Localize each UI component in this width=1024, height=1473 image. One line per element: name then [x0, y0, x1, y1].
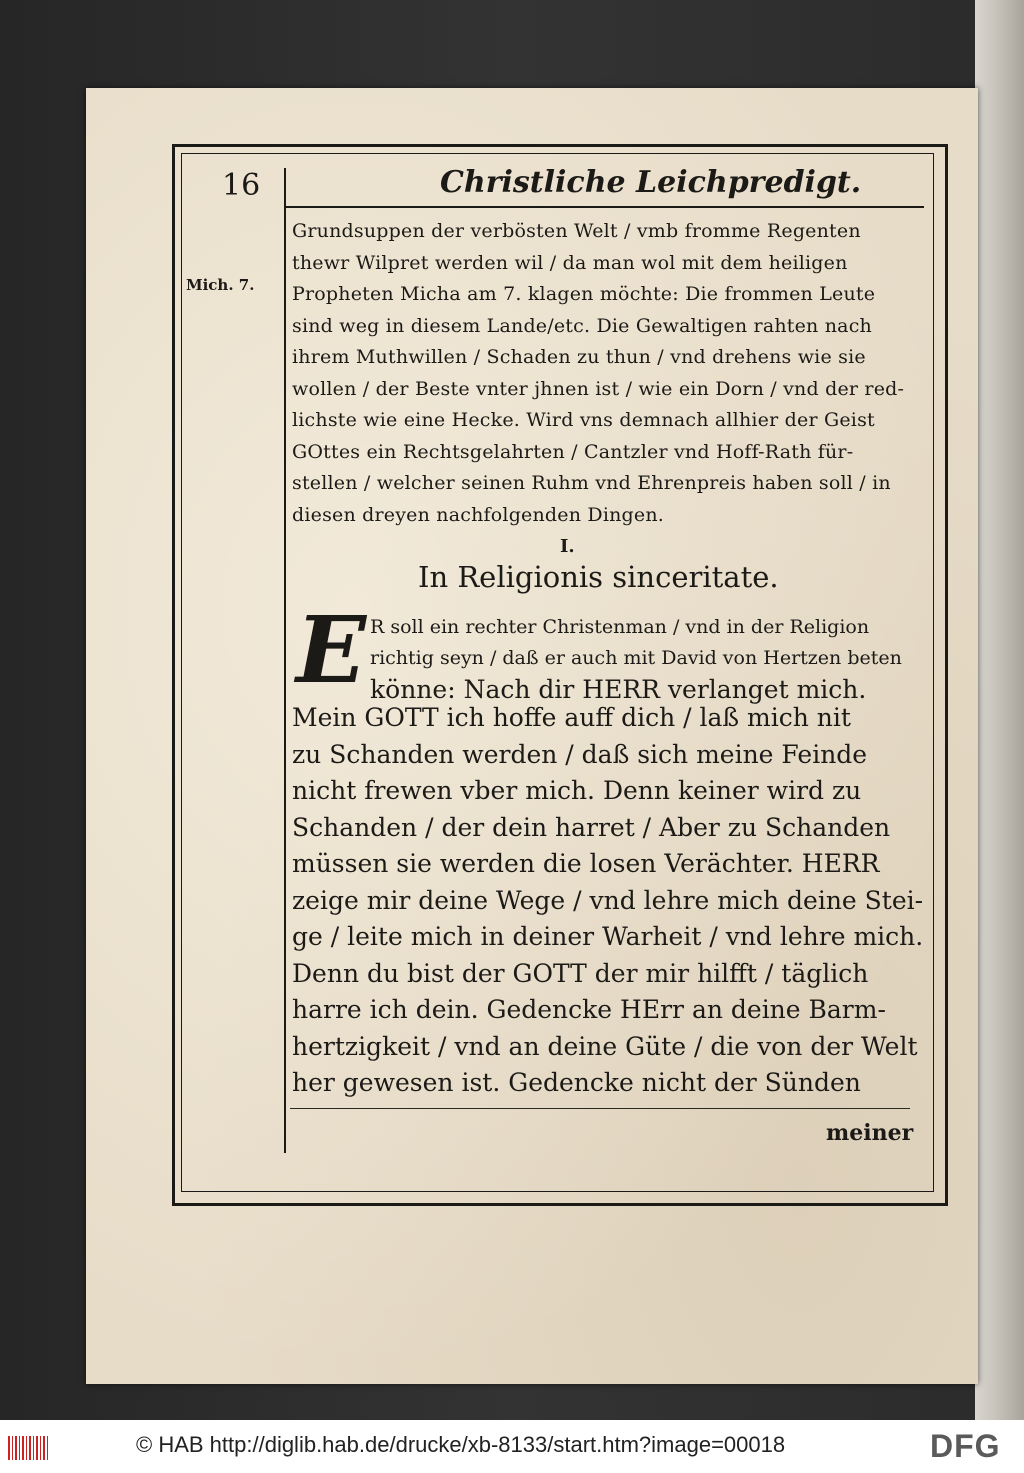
text-line: könne: Nach dir HERR verlanget mich. [370, 675, 867, 704]
text-line: GOttes ein Rechtsgelahrten / Cantzler vnd Hoff-Rath für- [292, 440, 854, 463]
footer-credit: © HAB http://diglib.hab.de/drucke/xb-8133/start.htm?image=00018 [136, 1432, 786, 1457]
footer-rule [290, 1108, 910, 1109]
text-line: sind weg in diesem Lande/etc. Die Gewaltigen rahten nach [292, 314, 872, 337]
running-head: Christliche Leichpredigt. [440, 165, 862, 200]
text-line: ihrem Muthwillen / Schaden zu thun / vnd drehens wie sie [292, 346, 866, 368]
text-line: hertzigkeit / vnd an deine Güte / die von der Welt [292, 1031, 918, 1061]
text-line: stellen / welcher seinen Ruhm vnd Ehrenpreis haben soll / in [292, 472, 891, 494]
header-rule [284, 206, 924, 208]
text-line: Propheten Micha am 7. klagen möchte: Die frommen Leute [292, 283, 876, 305]
text-line: wollen / der Beste vnter jhnen ist / wie ein Dorn / vnd der red- [292, 377, 905, 400]
next-page-edge [975, 0, 1024, 1420]
text-line: zeige mir deine Wege / vnd lehre mich deine Stei- [292, 885, 924, 915]
text-line: harre ich dein. Gedencke HErr an deine Barm- [292, 995, 886, 1024]
section-number: I. [560, 536, 575, 557]
dfg-logo: DFG [930, 1428, 1001, 1464]
text-line: Denn du bist der GOTT der mir hilfft / täglich [292, 958, 869, 988]
section-title: In Religionis sinceritate. [418, 560, 779, 594]
text-line: R soll ein rechter Christenman / vnd in der Religion [370, 616, 870, 638]
catchword: meiner [826, 1120, 914, 1146]
text-line: Grundsuppen der verbösten Welt / vmb fromme Regenten [292, 220, 861, 242]
text-line: zu Schanden werden / daß sich meine Feinde [292, 739, 868, 769]
margin-column-rule [284, 168, 286, 1153]
text-line: müssen sie werden die losen Verächter. HERR [292, 849, 880, 878]
margin-note: Mich. 7. [186, 276, 255, 294]
text-line: thewr Wilpret werden wil / da man wol mit dem heiligen [292, 251, 848, 274]
page-number: 16 [222, 168, 261, 203]
text-line: lichste wie eine Hecke. Wird vns demnach allhier der Geist [292, 409, 875, 431]
text-line: Mein GOTT ich hoffe auff dich / laß mich nit [292, 703, 851, 732]
scripture-text [292, 700, 922, 1102]
drop-cap-lines [370, 612, 930, 705]
drop-cap: E [296, 596, 367, 704]
text-line: diesen dreyen nachfolgenden Dingen. [292, 503, 665, 526]
text-line: her gewesen ist. Gedencke nicht der Sünden [292, 1068, 861, 1097]
text-line: Schanden / der dein harret / Aber zu Schanden [292, 812, 891, 842]
text-line: ge / leite mich in deiner Warheit / vnd lehre mich. [292, 922, 924, 951]
body-text [292, 216, 922, 531]
text-line: nicht frewen vber mich. Denn keiner wird zu [292, 776, 862, 805]
text-line: richtig seyn / daß er auch mit David von Hertzen beten [370, 647, 902, 669]
barcode-icon [8, 1436, 48, 1460]
